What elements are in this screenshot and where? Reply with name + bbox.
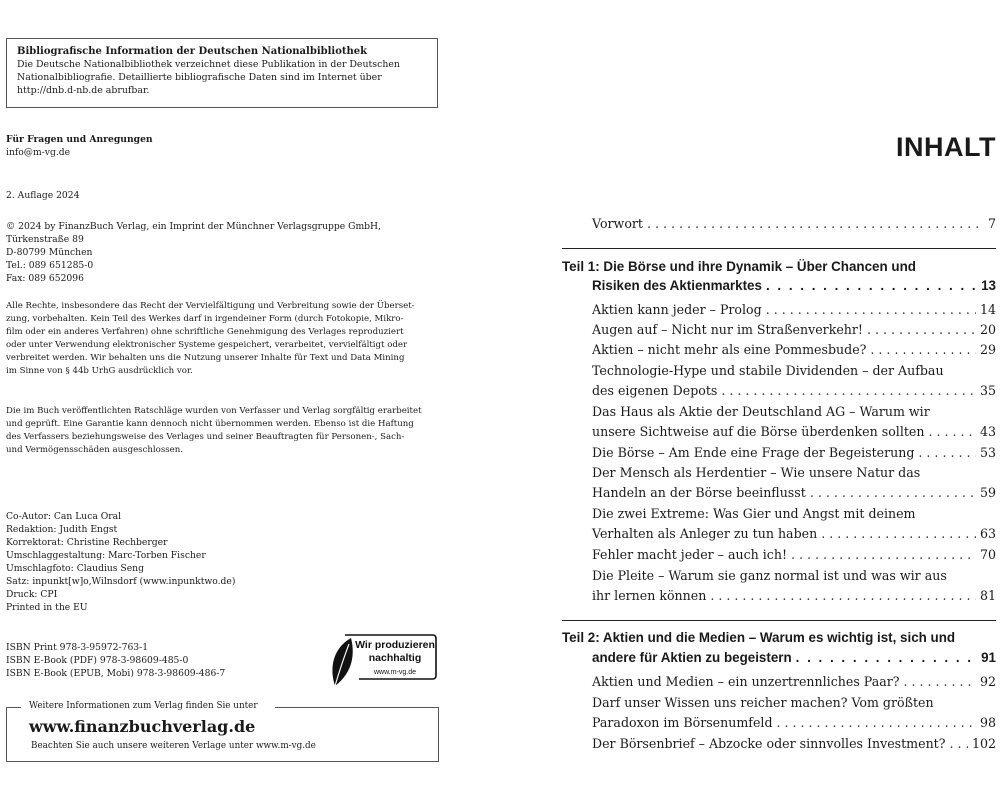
rights-line: oder unter Verwendung elektronischer Systeme gespeichert, verarbeitet, vervielfältigt oder xyxy=(6,340,408,350)
badge-line: Wir produzieren xyxy=(355,639,435,651)
box-border xyxy=(275,707,438,708)
toc-entry-title: Aktien – nicht mehr als eine Pommesbude? xyxy=(592,342,867,357)
toc-entry-line[interactable]: Das Haus als Aktie der Deutschland AG – Warum wir xyxy=(592,404,930,419)
section-divider xyxy=(562,620,996,621)
contact-heading: Für Fragen und Anregungen xyxy=(6,134,153,145)
imprint-page xyxy=(0,0,460,800)
publisher-line: D-80799 München xyxy=(6,247,93,258)
box-border xyxy=(7,707,21,708)
isbn-line: ISBN E-Book (PDF) 978-3-98609-485-0 xyxy=(6,655,189,666)
toc-page-number: 63 xyxy=(979,526,996,541)
leader-dots xyxy=(710,586,976,606)
badge-url: www.m-vg.de xyxy=(373,669,416,676)
toc-page-number: 35 xyxy=(979,383,996,398)
leader-dots xyxy=(928,422,975,442)
toc-page-number: 43 xyxy=(979,424,996,439)
toc-page-number: 53 xyxy=(979,445,996,460)
leader-dots xyxy=(950,734,968,754)
isbn-line: ISBN Print 978-3-95972-763-1 xyxy=(6,642,149,653)
leader-dots xyxy=(647,214,984,234)
disclaimer-line: Die im Buch veröffentlichten Ratschläge wurden von Verfasser und Verlag sorgfältig erarbeitet xyxy=(6,406,422,416)
isbn-line: ISBN E-Book (EPUB, Mobi) 978-3-98609-486-7 xyxy=(6,668,226,679)
toc-page-number: 102 xyxy=(971,736,996,751)
leader-dots xyxy=(766,300,976,320)
toc-entry[interactable] xyxy=(592,300,996,320)
publisher-website-link[interactable]: www.finanzbuchverlag.de xyxy=(29,717,256,736)
toc-entry-title: ihr lernen können xyxy=(592,588,707,603)
leader-dots xyxy=(791,545,976,565)
edition: 2. Auflage 2024 xyxy=(6,190,80,201)
toc-entry-line[interactable]: Die Pleite – Warum sie ganz normal ist und was wir aus xyxy=(592,568,947,583)
toc-page-number: 70 xyxy=(979,547,996,562)
toc-page-number: 14 xyxy=(979,302,996,317)
leader-dots xyxy=(810,483,976,503)
toc-page-number: 98 xyxy=(979,715,996,730)
toc-entry-line[interactable]: Darf unser Wissen uns reicher machen? Vom größten xyxy=(592,695,934,710)
credit-line: Umschlagfoto: Claudius Seng xyxy=(6,563,144,574)
part-2-heading[interactable]: Teil 2: Aktien und die Medien – Warum es wichtig ist, sich und xyxy=(562,630,956,645)
toc-entry[interactable] xyxy=(592,524,996,544)
toc-entry[interactable] xyxy=(592,320,996,340)
toc-entry[interactable] xyxy=(592,545,996,565)
toc-entry[interactable] xyxy=(592,672,996,692)
publisher-line: Fax: 089 652096 xyxy=(6,273,84,284)
biblio-line: Die Deutsche Nationalbibliothek verzeichnet diese Publikation in der Deutschen xyxy=(17,59,400,70)
toc-entry-title: Aktien kann jeder – Prolog xyxy=(592,302,762,317)
rights-line: Alle Rechte, insbesondere das Recht der Vervielfältigung und Verbreitung sowie der Überset- xyxy=(6,301,415,311)
biblio-info-box xyxy=(6,38,438,108)
toc-entry[interactable] xyxy=(592,734,996,754)
contact-email: info@m-vg.de xyxy=(6,147,71,158)
toc-entry-title: Die Börse – Am Ende eine Frage der Begeisterung xyxy=(592,445,915,460)
publisher-line: Tel.: 089 651285-0 xyxy=(6,260,94,271)
toc-page-number: 91 xyxy=(981,650,996,665)
section-divider xyxy=(562,248,996,249)
toc-page-number: 59 xyxy=(979,485,996,500)
leader-dots xyxy=(796,648,977,668)
toc-page-number: 81 xyxy=(979,588,996,603)
credit-line: Printed in the EU xyxy=(6,602,88,613)
toc-entry-title: Vorwort xyxy=(592,216,643,231)
toc-entry-title: Aktien und Medien – ein unzertrennliches Paar? xyxy=(592,674,900,689)
page-title: INHALT xyxy=(896,132,996,162)
toc-entry[interactable] xyxy=(592,422,996,442)
rights-line: zung, vorbehalten. Kein Teil des Werkes darf in irgendeiner Form (durch Fotokopie, Mikro- xyxy=(6,314,404,324)
sustainability-badge xyxy=(325,632,437,688)
toc-entry-title: Verhalten als Anleger zu tun haben xyxy=(592,526,818,541)
toc-entry-line[interactable]: Technologie-Hype und stabile Dividenden – der Aufbau xyxy=(592,363,944,378)
toc-entry[interactable] xyxy=(592,340,996,360)
credit-line: Co-Autor: Can Luca Oral xyxy=(6,511,122,522)
rights-paragraph xyxy=(6,300,438,378)
badge-text xyxy=(353,639,437,665)
toc-entry[interactable] xyxy=(592,586,996,606)
toc-entry-title: Fehler macht jeder – auch ich! xyxy=(592,547,788,562)
toc-entry[interactable] xyxy=(592,381,996,401)
web-box-note: Beachten Sie auch unsere weiteren Verlage unter www.m-vg.de xyxy=(31,741,316,751)
toc-page-number: 20 xyxy=(979,322,996,337)
toc-entry-line[interactable]: Der Mensch als Herdentier – Wie unsere Natur das xyxy=(592,465,921,480)
disclaimer-line: und Vermögensschäden ausgeschlossen. xyxy=(6,445,184,455)
toc-entry-title: Paradoxon im Börsenumfeld xyxy=(592,715,773,730)
leader-dots xyxy=(821,524,976,544)
rights-line: film oder ein anderes Verfahren) ohne schriftliche Genehmigung des Verlages reproduziert xyxy=(6,327,404,337)
toc-entry-title: Der Börsenbrief – Abzocke oder sinnvolles Investment? xyxy=(592,736,946,751)
toc-page-number: 29 xyxy=(979,342,996,357)
disclaimer-paragraph xyxy=(6,405,438,457)
credit-line: Korrektorat: Christine Rechberger xyxy=(6,537,168,548)
toc-page-number: 13 xyxy=(981,278,996,293)
toc-entry-title: Augen auf – Nicht nur im Straßenverkehr! xyxy=(592,322,863,337)
credit-line: Redaktion: Judith Engst xyxy=(6,524,118,535)
toc-entry-title: Handeln an der Börse beeinflusst xyxy=(592,485,806,500)
toc-entry[interactable] xyxy=(592,713,996,733)
publisher-line: © 2024 by FinanzBuch Verlag, ein Imprint der Münchner Verlagsgruppe GmbH, xyxy=(6,221,381,232)
leader-dots xyxy=(904,672,976,692)
biblio-line: http://dnb.d-nb.de abrufbar. xyxy=(17,85,150,96)
toc-entry[interactable] xyxy=(592,483,996,503)
credit-line: Druck: CPI xyxy=(6,589,58,600)
rights-line: im Sinne von § 44b UrhG ausdrücklich vor. xyxy=(6,366,193,376)
part-1-heading[interactable]: Teil 1: Die Börse und ihre Dynamik – Über Chancen und xyxy=(562,259,916,274)
toc-entry-title: Risiken des Aktienmarktes xyxy=(592,278,762,293)
toc-page-number: 7 xyxy=(987,216,996,231)
toc-entry-title: des eigenen Depots xyxy=(592,383,718,398)
web-box-caption: Weitere Informationen zum Verlag finden Sie unter xyxy=(25,701,262,711)
publisher-web-box xyxy=(6,701,439,762)
part-1-heading-cont[interactable] xyxy=(592,276,996,296)
leader-dots xyxy=(721,381,976,401)
biblio-heading: Bibliografische Information der Deutschen Nationalbibliothek xyxy=(17,46,368,57)
leader-dots xyxy=(867,320,976,340)
toc-page xyxy=(540,0,1000,800)
credit-line: Satz: inpunkt[w]o,Wilnsdorf (www.inpunktwo.de) xyxy=(6,576,236,587)
leader-dots xyxy=(766,276,977,296)
leader-dots xyxy=(777,713,976,733)
disclaimer-line: und geprüft. Eine Garantie kann dennoch nicht übernommen werden. Ebenso ist die Haftung xyxy=(6,419,414,429)
badge-line: nachhaltig xyxy=(368,652,422,664)
toc-entry-title: andere für Aktien zu begeistern xyxy=(592,650,792,665)
toc-entry-title: unsere Sichtweise auf die Börse überdenken sollten xyxy=(592,424,925,439)
toc-entry-vorwort[interactable] xyxy=(592,214,996,234)
disclaimer-line: des Verfassers beziehungsweise des Verlages und seiner Beauftragten für Personen-, Sach- xyxy=(6,432,405,442)
toc-entry[interactable] xyxy=(592,443,996,463)
biblio-line: Nationalbibliografie. Detaillierte bibliografische Daten sind im Internet über xyxy=(17,72,382,83)
leader-dots xyxy=(870,340,976,360)
toc-entry-line[interactable]: Die zwei Extreme: Was Gier und Angst mit deinem xyxy=(592,506,916,521)
rights-line: verbreitet werden. Wir behalten uns die Nutzung unserer Inhalte für Text und Data Mining xyxy=(6,353,405,363)
toc-page-number: 92 xyxy=(979,674,996,689)
credit-line: Umschlaggestaltung: Marc-Torben Fischer xyxy=(6,550,206,561)
publisher-line: Türkenstraße 89 xyxy=(6,234,84,245)
part-2-heading-cont[interactable] xyxy=(592,648,996,668)
leader-dots xyxy=(918,443,976,463)
